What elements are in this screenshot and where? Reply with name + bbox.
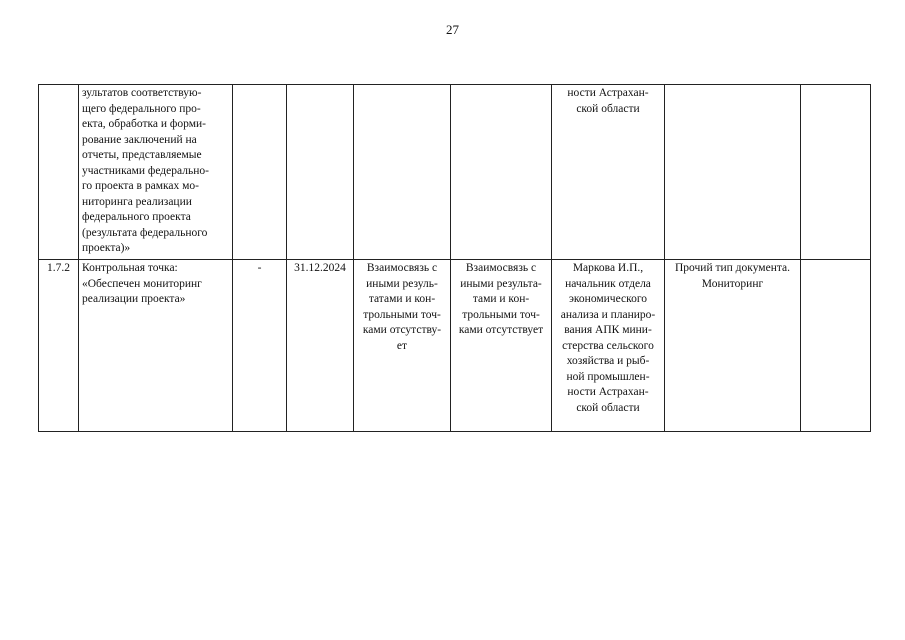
table-row [39,260,871,432]
table-row [39,85,871,260]
row-prev-link: Взаимосвязь с иными резуль- татами и кон- трольными точ- ками отсутству- ет [354,260,451,432]
row-doc-type: Прочий тип документа. Мониторинг [665,260,801,432]
row-name: Контрольная точка: «Обеспечен мониторинг реализации проекта» [79,260,233,432]
row-end: 31.12.2024 [287,260,354,432]
row-next-link [451,85,552,260]
row-end [287,85,354,260]
row-number [39,85,79,260]
row-start: - [233,260,287,432]
row-extra [801,85,871,260]
row-responsible: ности Астрахан- ской области [552,85,665,260]
plan-table [38,84,871,432]
row-number: 1.7.2 [39,260,79,432]
row-start [233,85,287,260]
row-name: зультатов соответствую- щего федерального про- екта, обработка и форми- рование заключений на отчеты, представляемые участниками федерально- го проекта в рамках мо- ниторинга реализации федерального проекта (результата федерального проекта)» [79,85,233,260]
page-number: 27 [446,22,459,37]
row-extra [801,260,871,432]
row-doc-type [665,85,801,260]
row-prev-link [354,85,451,260]
row-responsible: Маркова И.П., начальник отдела экономического анализа и планиро- вания АПК мини- стерства сельского хозяйства и рыб- ной промышлен- ности Астрахан- ской области [552,260,665,432]
row-next-link: Взаимосвязь с иными результа- тами и кон- трольными точ- ками отсутствует [451,260,552,432]
